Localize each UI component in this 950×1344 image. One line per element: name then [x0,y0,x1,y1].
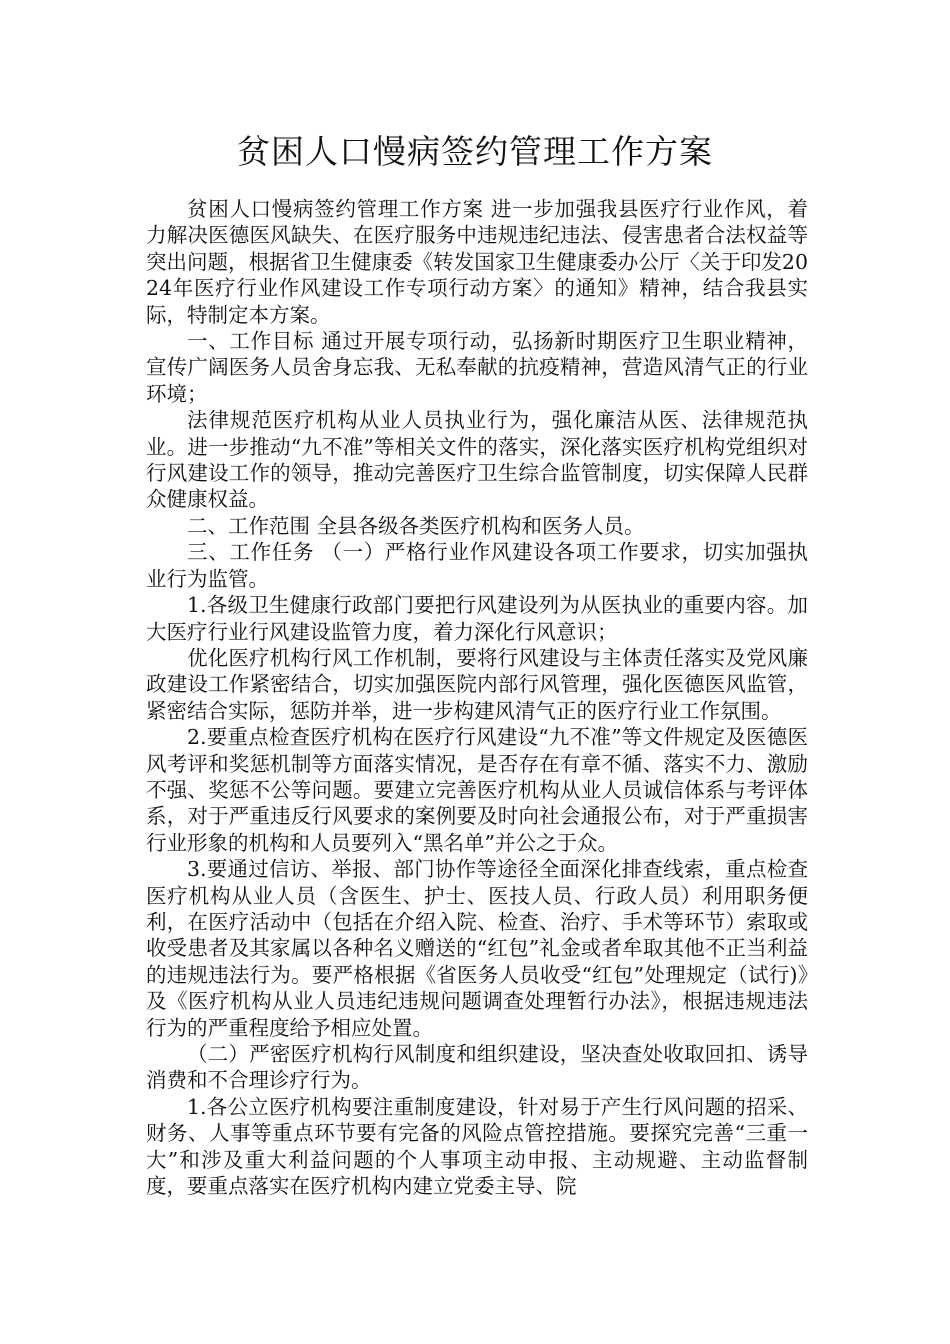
paragraph-intro: 贫困人口慢病签约管理工作方案 进一步加强我县医疗行业作风，着力解决医德医风缺失、在医疗服务中违规违纪违法、侵害患者合法权益等突出问题，根据省卫生健康委《转发国家卫生健康委办公厅〈关于印发2024年医疗行业作风建设工作专项行动方案〉的通知》精神，结合我县实际，特制定本方案。 [146,197,808,327]
paragraph-regulation: 法律规范医疗机构从业人员执业行为，强化廉洁从医、法律规范执业。进一步推动“九不准”等相关文件的落实，深化落实医疗机构党组织对行风建设工作的领导，推动完善医疗卫生综合监管制度，切实保障人民群众健康权益。 [146,408,808,512]
document-body [146,196,808,1199]
paragraph-task-2: 2.要重点检查医疗机构在医疗行风建设“九不准”等文件规定及医德医风考评和奖惩机制等方面落实情况，是否存在有章不循、落实不力、激励不强、奖惩不公等问题。要建立完善医疗机构从业人员诚信体系与考评体系，对于严重违反行风要求的案例要及时向社会通报公布，对于严重损害行业形象的机构和人员要列入“黑名单”并公之于众。 [146,725,808,855]
paragraph-scope: 二、工作范围 全县各级各类医疗机构和医务人员。 [187,513,645,538]
document-title: 贫困人口慢病签约管理工作方案 [237,132,713,171]
paragraph-task-3: 3.要通过信访、举报、部门协作等途径全面深化排查线索，重点检查医疗机构从业人员（含医生、护士、医技人员、行政人员）利用职务便利，在医疗活动中（包括在介绍入院、检查、治疗、手术等环节）索取或收受患者及其家属以各种名义赠送的“红包”礼金或者牟取其他不正当利益的违规违法行为。要严格根据《省医务人员收受“红包”处理规定（试行)》及《医疗机构从业人员违纪违规问题调查处理暂行办法》，根据违规违法行为的严重程度给予相应处置。 [146,857,808,1040]
paragraph-section-2-item-1: 1.各公立医疗机构要注重制度建设，针对易于产生行风问题的招采、财务、人事等重点环节要有完备的风险点管控措施。要探究完善“三重一大”和涉及重大利益问题的个人事项主动申报、主动规避、主动监督制度，要重点落实在医疗机构内建立党委主导、院 [146,1094,808,1199]
paragraph-section-2: （二）严密医疗机构行风制度和组织建设，坚决查处收取回扣、诱导消费和不合理诊疗行为。 [146,1042,808,1093]
paragraph-goal: 一、工作目标 通过开展专项行动，弘扬新时期医疗卫生职业精神，宣传广阔医务人员舍身忘我、无私奉献的抗疫精神，营造风清气正的行业环境； [146,329,808,406]
paragraph-task-1: 1.各级卫生健康行政部门要把行风建设列为从医执业的重要内容。加大医疗行业行风建设监管力度，着力深化行风意识； [146,593,808,644]
paragraph-task-1-mechanism: 优化医疗机构行风工作机制，要将行风建设与主体责任落实及党风廉政建设工作紧密结合，切实加强医院内部行风管理，强化医德医风监管，紧密结合实际，惩防并举，进一步构建风清气正的医疗行业工作氛围。 [146,645,808,723]
paragraph-tasks: 三、工作任务 （一）严格行业作风建设各项工作要求，切实加强执业行为监管。 [146,540,808,591]
